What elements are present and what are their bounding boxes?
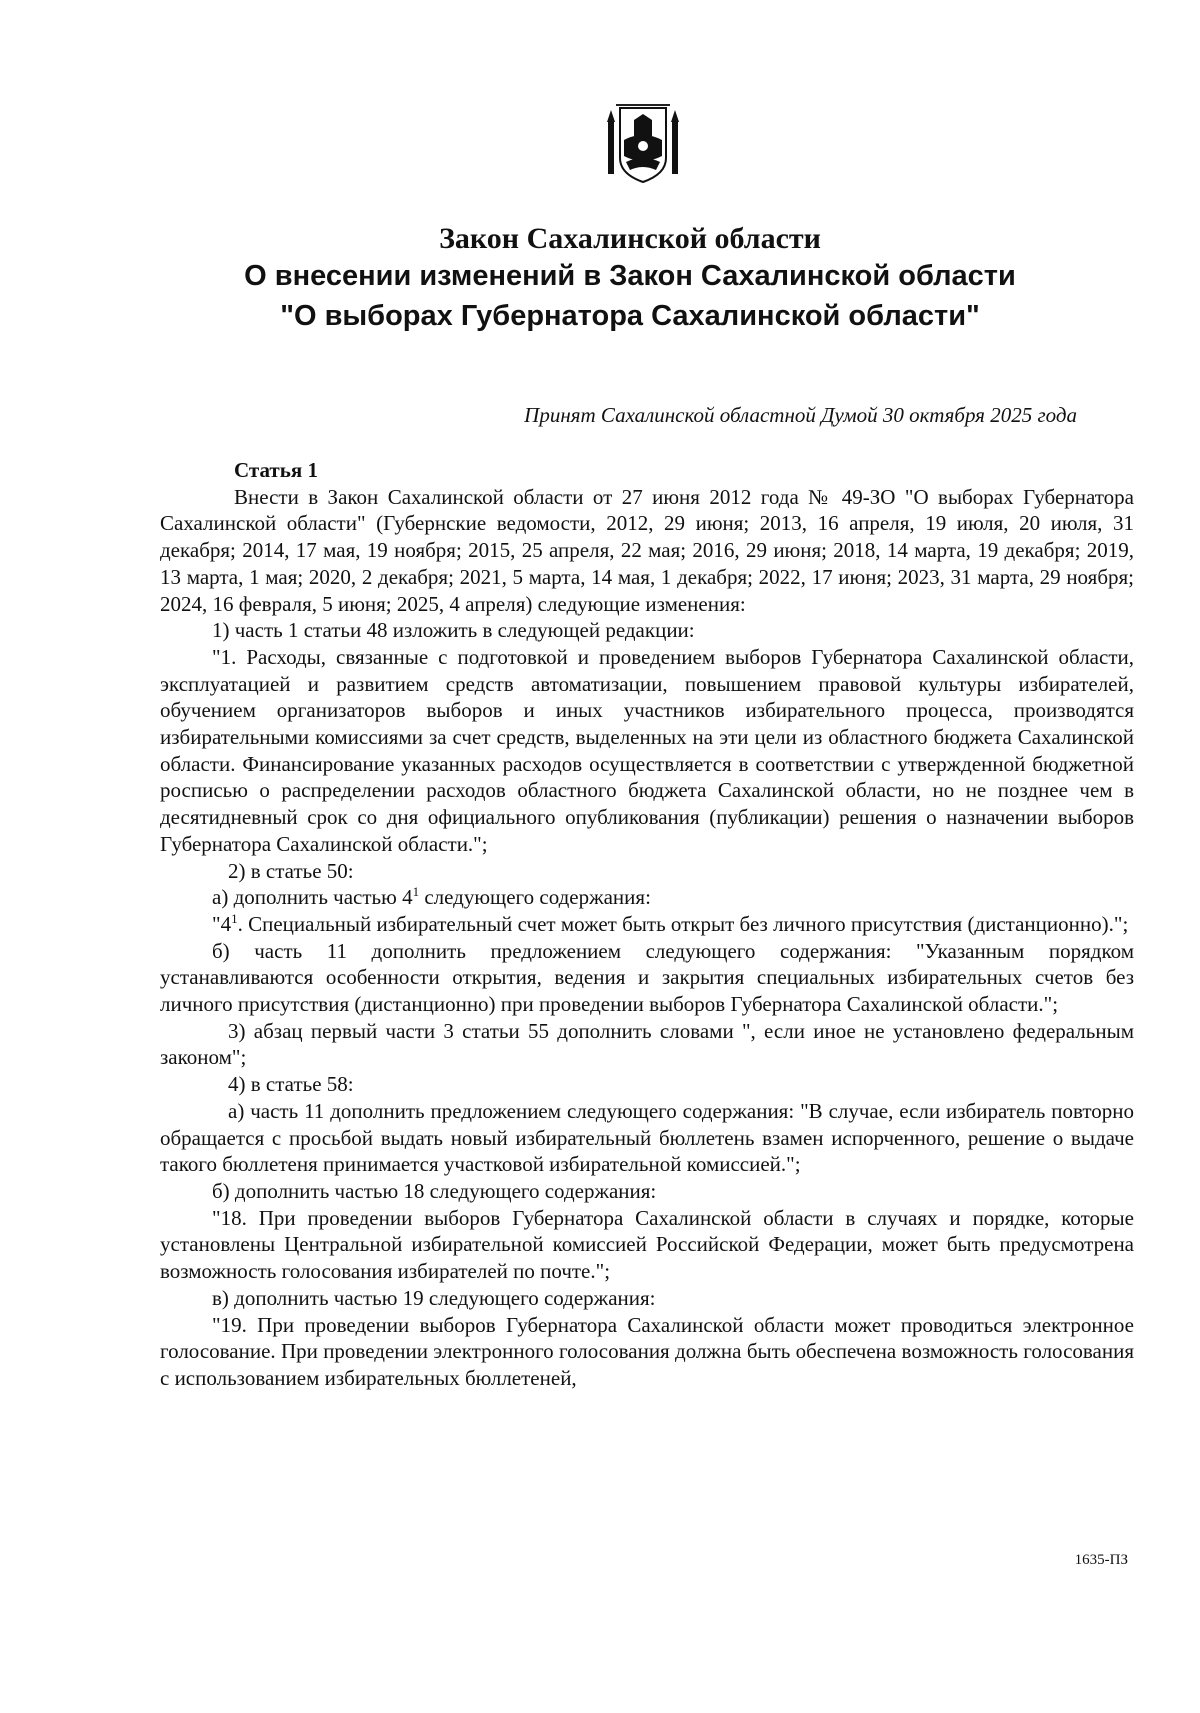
amendment-item-2b: б) часть 11 дополнить предложением следующего содержания: "Указанным порядком устанавливаются особенности открытия, ведения и закрытия специальных избирательных счетов без личного присутствия (дистанционно) при проведении выборов Губернатора Сахалинской области."; — [160, 938, 1134, 1017]
document-body — [160, 457, 1134, 1392]
article-heading: Статья 1 — [234, 458, 318, 482]
amendment-item-2: 2) в статье 50: — [228, 858, 354, 883]
document-title — [200, 222, 1060, 336]
adoption-note: Принят Сахалинской областной Думой 30 октября 2025 года — [524, 403, 1077, 427]
amendment-item-4c: в) дополнить частью 19 следующего содержания: — [212, 1285, 656, 1310]
amendment-item-4c-text: "19. При проведении выборов Губернатора Сахалинской области может проводиться электронное голосование. При проведении электронного голосования должна быть обеспечена возможность голосования с использованием избирательных бюллетеней, — [160, 1312, 1134, 1390]
superscript: 1 — [231, 910, 238, 926]
amendment-item-2a-post: следующего содержания: — [419, 885, 651, 910]
amendment-item-2a-text-post: . Специальный избирательный счет может быть открыт без личного присутствия (дистанционно)."; — [237, 911, 1129, 936]
law-title: Закон Сахалинской области — [439, 222, 821, 255]
amendment-item-3: 3) абзац первый части 3 статьи 55 дополнить словами ", если иное не установлено федеральным законом"; — [160, 1018, 1134, 1070]
amendment-item-4b-text: "18. При проведении выборов Губернатора Сахалинской области в случаях и порядке, которые установлены Центральной избирательной комиссией Российской Федерации, может быть предусмотрена возможность голосования избирателей по почте."; — [160, 1205, 1134, 1284]
amendment-item-2a-text — [160, 911, 1134, 938]
amendment-item-2a-pre: а) дополнить частью 4 — [212, 885, 413, 910]
amendment-item-1-text: "1. Расходы, связанные с подготовкой и проведением выборов Губернатора Сахалинской области, эксплуатацией и развитием средств автоматизации, повышением правовой культуры избирателей, обучением организаторов выборов и иных участников избирательного процесса, производятся избирательными комиссиями за счет средств, выделенных на эти цели из областного бюджета Сахалинской области. Финансирование указанных расходов осуществляется в соответствии с утвержденной бюджетной росписью о распределении расходов областного бюджета Сахалинской области, но не позднее чем в десятидневный срок со дня официального опубликования (публикации) решения о назначении выборов Губернатора Сахалинской области."; — [160, 644, 1134, 856]
amendment-item-2a — [160, 884, 1134, 911]
article-intro: Внести в Закон Сахалинской области от 27 июня 2012 года № 49-ЗО "О выборах Губернатора Сахалинской области" (Губернские ведомости, 2012, 29 июня; 2013, 16 апреля, 19 июля, 20 июля, 31 декабря; 2014, 17 мая, 19 ноября; 2015, 25 апреля, 22 мая; 2016, 29 июня; 2018, 14 марта, 19 декабря; 2019, 13 марта, 1 мая; 2020, 2 декабря; 2021, 5 марта, 14 мая, 1 декабря; 2022, 17 июня; 2023, 31 марта, 29 ноября; 2024, 16 февраля, 5 июня; 2025, 4 апреля) следующие изменения: — [160, 484, 1134, 616]
amendment-item-4: 4) в статье 58: — [228, 1072, 354, 1097]
sakhalin-coat-of-arms-icon — [606, 100, 680, 186]
document-code: 1635-ПЗ — [1074, 1552, 1128, 1568]
superscript: 1 — [412, 884, 420, 900]
amendment-item-1: 1) часть 1 статьи 48 изложить в следующей редакции: — [212, 618, 695, 643]
amendment-item-4b: б) дополнить частью 18 следующего содержания: — [212, 1178, 657, 1203]
amendment-item-2a-text-pre: "4 — [212, 911, 232, 936]
amendment-item-4a: а) часть 11 дополнить предложением следующего содержания: "В случае, если избиратель повторно обращается с просьбой выдать новый избирательный бюллетень взамен испорченного, решение о выдаче такого бюллетеня принимается участковой избирательной комиссией."; — [160, 1098, 1134, 1177]
law-subtitle: О внесении изменений в Закон Сахалинской области "О выборах Губернатора Сахалинской области" — [244, 260, 1016, 332]
